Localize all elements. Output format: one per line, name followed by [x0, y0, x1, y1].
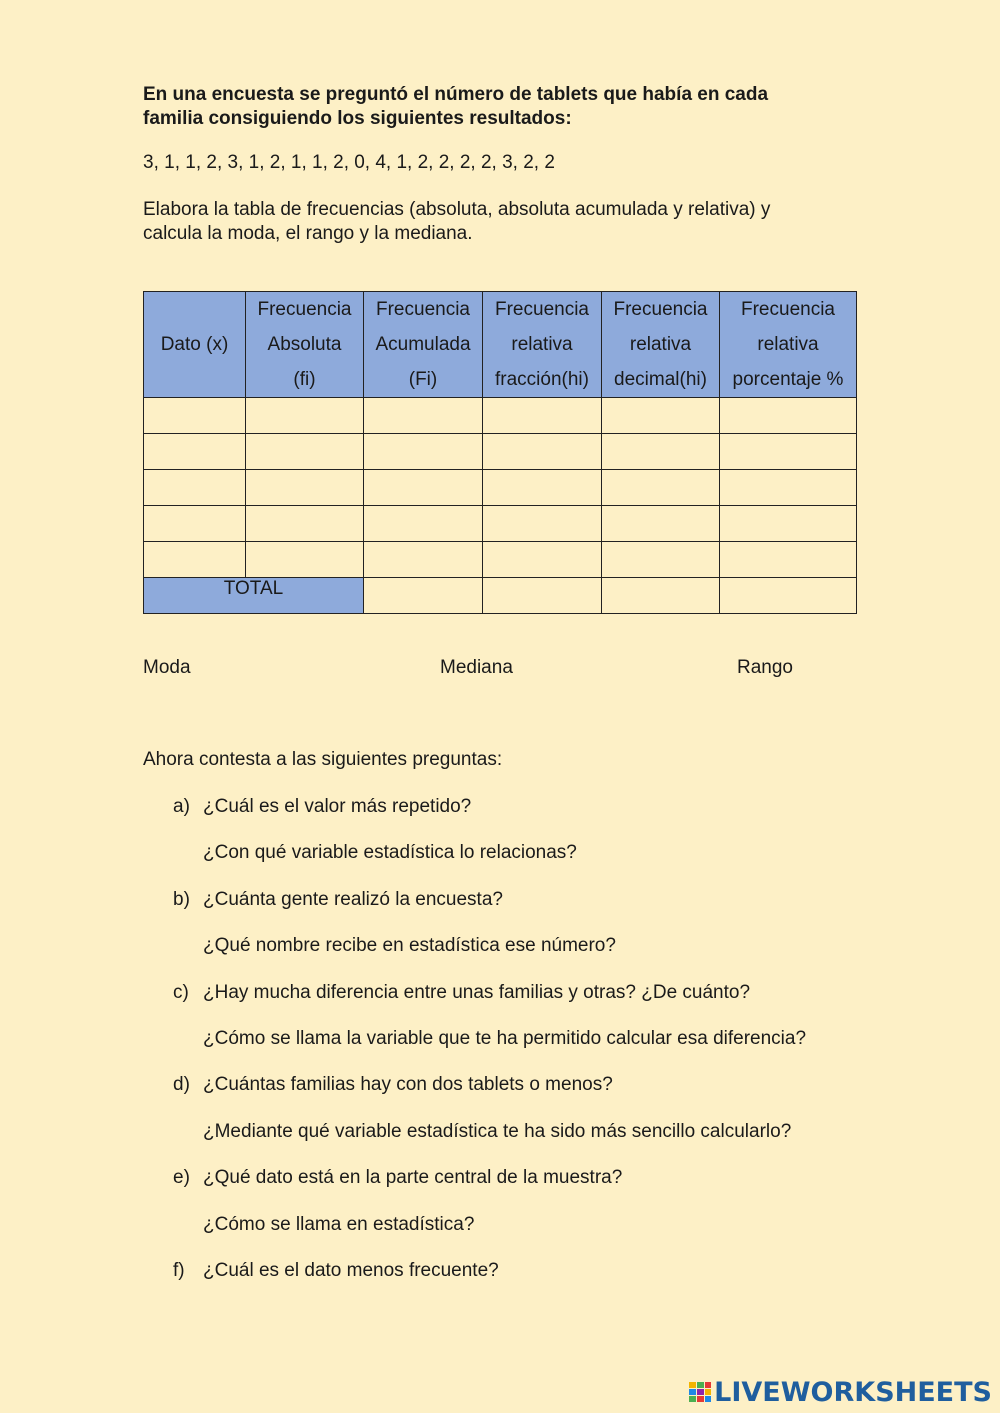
- question-letter: c): [173, 981, 189, 1003]
- table-total-row: [144, 578, 857, 614]
- question-letter: b): [173, 888, 190, 910]
- answer-cell[interactable]: [364, 398, 483, 434]
- intro-line-1: En una encuesta se preguntó el número de tablets que había en cada: [143, 84, 769, 105]
- table-header-row: [144, 292, 857, 398]
- liveworksheets-logo[interactable]: [688, 1377, 992, 1407]
- answer-cell[interactable]: [144, 434, 246, 470]
- header-frecuencia-relativa-fraccion: Frecuencia relativa fracción(hi): [483, 292, 602, 398]
- table-row: [144, 398, 857, 434]
- table-row: [144, 506, 857, 542]
- list-item: [173, 981, 893, 1074]
- answer-cell[interactable]: [144, 506, 246, 542]
- list-item: [173, 1073, 893, 1166]
- answer-cell[interactable]: [602, 470, 720, 506]
- answer-cell[interactable]: [720, 434, 857, 470]
- answer-cell[interactable]: [483, 398, 602, 434]
- answer-cell[interactable]: [602, 434, 720, 470]
- answer-cell[interactable]: [483, 578, 602, 614]
- question-text: ¿Cuál es el dato menos frecuente?: [203, 1259, 499, 1281]
- question-letter: e): [173, 1167, 190, 1189]
- answer-cell[interactable]: [602, 578, 720, 614]
- instruction-line-2: calcula la moda, el rango y la mediana.: [143, 223, 473, 244]
- question-subtext: ¿Cómo se llama la variable que te ha permitido calcular esa diferencia?: [203, 1027, 807, 1049]
- survey-data-values: 3, 1, 1, 2, 3, 1, 2, 1, 1, 2, 0, 4, 1, 2, 2, 2, 2, 3, 2, 2: [143, 152, 555, 173]
- answer-cell[interactable]: [364, 434, 483, 470]
- list-item: [173, 795, 893, 888]
- answer-cell[interactable]: [602, 542, 720, 578]
- answer-cell[interactable]: [246, 434, 364, 470]
- answer-cell[interactable]: [483, 470, 602, 506]
- list-item: [173, 888, 893, 981]
- question-letter: d): [173, 1074, 190, 1096]
- answer-cell[interactable]: [720, 398, 857, 434]
- answer-cell[interactable]: [602, 398, 720, 434]
- answer-cell[interactable]: [364, 542, 483, 578]
- answer-cell[interactable]: [144, 398, 246, 434]
- table-row: [144, 542, 857, 578]
- rango-label: Rango: [737, 657, 793, 678]
- list-item: [173, 1166, 893, 1259]
- question-subtext: ¿Con qué variable estadística lo relacionas?: [203, 842, 577, 864]
- intro-text: [143, 83, 843, 131]
- answer-cell[interactable]: [246, 398, 364, 434]
- question-text: ¿Hay mucha diferencia entre unas familias y otras? ¿De cuánto?: [203, 981, 751, 1003]
- question-subtext: ¿Mediante qué variable estadística te ha sido más sencillo calcularlo?: [203, 1120, 792, 1142]
- answer-cell[interactable]: [246, 542, 364, 578]
- question-subtext: ¿Qué nombre recibe en estadística ese número?: [203, 935, 616, 957]
- liveworksheets-icon: [688, 1380, 712, 1404]
- question-text: ¿Qué dato está en la parte central de la muestra?: [203, 1167, 623, 1189]
- answer-cell[interactable]: [483, 434, 602, 470]
- answer-cell[interactable]: [364, 578, 483, 614]
- answer-cell[interactable]: [246, 506, 364, 542]
- instruction-line-1: Elabora la tabla de frecuencias (absoluta, absoluta acumulada y relativa) y: [143, 199, 771, 220]
- answer-cell[interactable]: [720, 542, 857, 578]
- question-subtext: ¿Cómo se llama en estadística?: [203, 1213, 475, 1235]
- questions-list: [173, 795, 893, 1305]
- header-frecuencia-relativa-decimal: Frecuencia relativa decimal(hi): [602, 292, 720, 398]
- question-text: ¿Cuánta gente realizó la encuesta?: [203, 888, 503, 910]
- moda-label: Moda: [143, 657, 191, 678]
- intro-line-2: familia consiguiendo los siguientes resultados:: [143, 108, 572, 129]
- frequency-table: [143, 291, 857, 614]
- instruction-text: [143, 198, 863, 246]
- question-letter: f): [173, 1259, 185, 1281]
- header-frecuencia-absoluta: Frecuencia Absoluta (fi): [246, 292, 364, 398]
- question-letter: a): [173, 796, 190, 817]
- question-text: ¿Cuántas familias hay con dos tablets o menos?: [203, 1074, 613, 1096]
- mediana-label: Mediana: [440, 657, 513, 678]
- answer-cell[interactable]: [364, 470, 483, 506]
- answer-cell[interactable]: [720, 470, 857, 506]
- answer-cell[interactable]: [144, 470, 246, 506]
- answer-cell[interactable]: [144, 542, 246, 578]
- answer-cell[interactable]: [483, 506, 602, 542]
- table-row: [144, 434, 857, 470]
- total-label: TOTAL: [144, 578, 364, 614]
- answer-cell[interactable]: [720, 506, 857, 542]
- table-row: [144, 470, 857, 506]
- answer-cell[interactable]: [483, 542, 602, 578]
- list-item: [173, 1259, 893, 1305]
- header-frecuencia-acumulada: Frecuencia Acumulada (Fi): [364, 292, 483, 398]
- answer-cell[interactable]: [246, 470, 364, 506]
- answer-cell[interactable]: [720, 578, 857, 614]
- questions-title: Ahora contesta a las siguientes preguntas:: [143, 749, 503, 770]
- answer-cell[interactable]: [364, 506, 483, 542]
- header-dato: Dato (x): [144, 292, 246, 398]
- answer-cell[interactable]: [602, 506, 720, 542]
- logo-text: LIVEWORKSHEETS: [714, 1376, 992, 1408]
- header-frecuencia-relativa-porcentaje: Frecuencia relativa porcentaje %: [720, 292, 857, 398]
- question-text: ¿Cuál es el valor más repetido?: [203, 796, 472, 817]
